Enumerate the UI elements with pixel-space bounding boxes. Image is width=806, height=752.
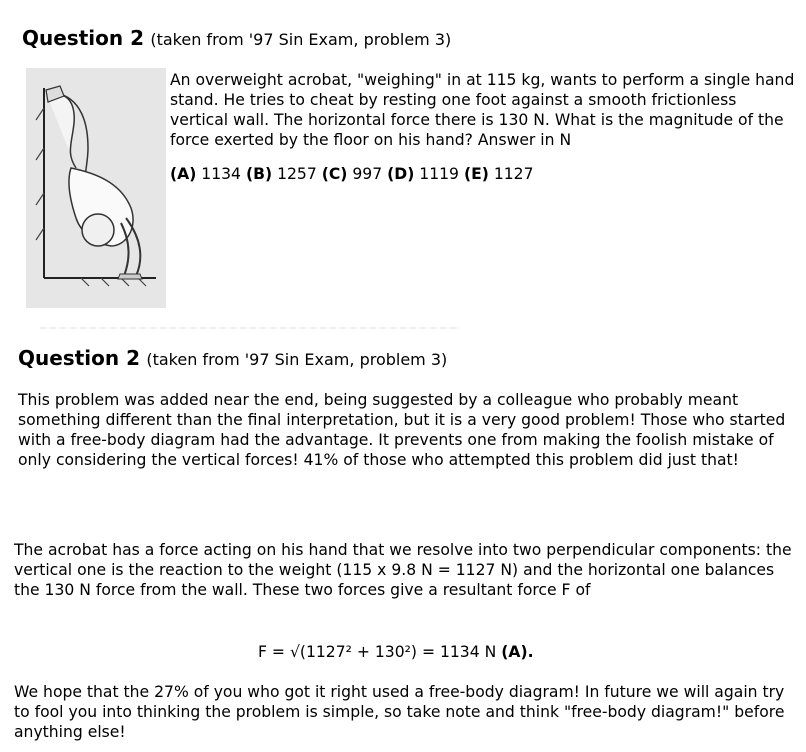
choice-e-label: (E) <box>463 165 489 183</box>
explanation-block <box>14 540 802 600</box>
question-2-header <box>18 346 447 370</box>
choice-d-label: (D) <box>387 165 415 183</box>
choice-b-label: (B) <box>245 165 273 183</box>
answer-choices <box>170 164 795 184</box>
question-1-title: Question 2 <box>22 26 144 50</box>
formula-expression: F = √(1127² + 130²) = 1134 N <box>258 643 497 661</box>
closing-text: We hope that the 27% of you who got it right used a free-body diagram! In future we will again try to fool you into thinking the problem is simple, so take note and think "free-body diagram!" before anything else! <box>14 683 785 741</box>
acrobat-illustration <box>26 68 166 308</box>
formula-answer: (A). <box>501 643 534 661</box>
question-1-header <box>22 26 451 50</box>
choice-c-label: (C) <box>321 165 348 183</box>
question-2-title: Question 2 <box>18 346 140 370</box>
commentary-text: This problem was added near the end, being suggested by a colleague who probably meant something different than the final interpretation, but it is a very good problem! Those who started with a free-body diagram had the advantage. It prevents one from making the foolish mistake of only considering the vertical forces! 41% of those who attempted this problem did just that! <box>18 391 786 469</box>
choice-d-value: 1119 <box>419 165 459 183</box>
formula <box>258 643 534 661</box>
choice-a-label: (A) <box>170 165 197 183</box>
commentary-block <box>18 390 798 470</box>
closing-block <box>14 682 802 742</box>
choice-c-value: 997 <box>352 165 383 183</box>
question-2-source: (taken from '97 Sin Exam, problem 3) <box>146 350 448 369</box>
acrobat-figure <box>26 68 166 308</box>
question-1-source: (taken from '97 Sin Exam, problem 3) <box>150 30 452 49</box>
question-1-text: An overweight acrobat, "weighing" in at 115 kg, wants to perform a single hand stand. He tries to cheat by resting one foot against a smooth frictionless vertical wall. The horizontal force there is 130 N. What is the magnitude of the force exerted by the floor on his hand? Answer in N <box>170 71 795 149</box>
explanation-text: The acrobat has a force acting on his hand that we resolve into two perpendicular components: the vertical one is the reaction to the weight (115 x 9.8 N = 1127 N) and the horizontal one balances the 130 N force from the wall. These two forces give a resultant force F of <box>14 541 792 599</box>
choice-b-value: 1257 <box>277 165 317 183</box>
choice-a-value: 1134 <box>201 165 241 183</box>
section-divider <box>40 327 460 329</box>
question-1-text-block <box>170 70 795 184</box>
choice-e-value: 1127 <box>493 165 534 183</box>
